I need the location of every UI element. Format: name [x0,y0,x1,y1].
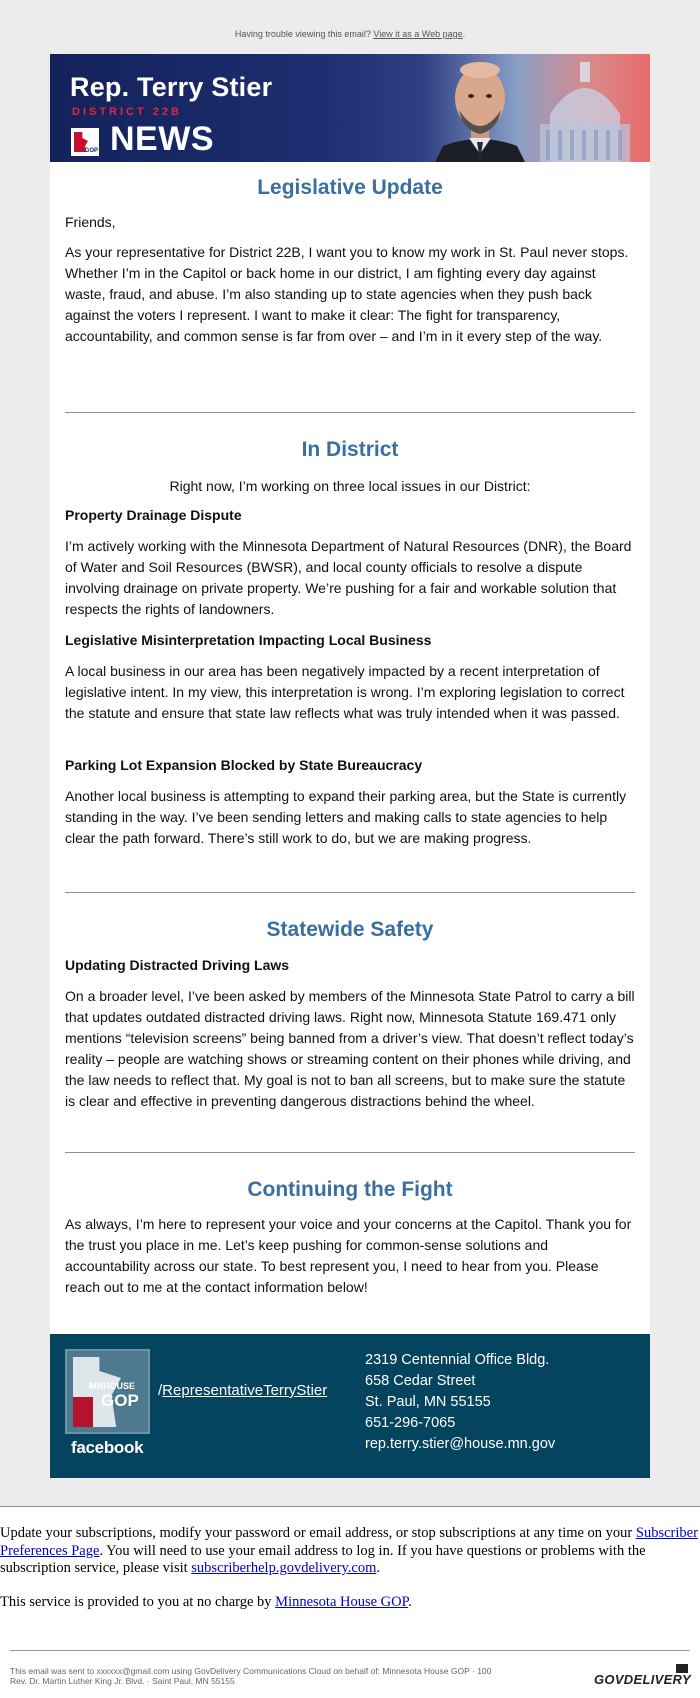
banner-news: NEWS [110,120,214,158]
facebook-wordmark-icon[interactable]: facebook [71,1438,144,1457]
preheader: Having trouble viewing this email? View it as a Web page. [234,29,466,39]
view-web-page-link[interactable]: View it as a Web page [373,29,463,39]
divider [65,892,635,893]
preheader-text: Having trouble viewing this email? [234,29,371,39]
legislative-body: As your representative for District 22B, I want you to know my work in St. Paul never stops. Whether I’m in the Capitol or back home in our district, I am fighting every day against waste, fraud, and abuse. I’m also standing up to state agencies when they push back against the voters I represent. I want to make it clear: The fight for transparency, accountability, and common sense is far from over – and I’m in it every step of the way. [65,244,629,344]
section-title-fight: Continuing the Fight [247,1178,453,1201]
header-banner [50,54,650,162]
phone-number: 651-296-7065 [365,1415,456,1431]
divider [10,1650,690,1651]
subscription-notice: Update your subscriptions, modify your password or email address, or stop subscriptions at any time on your Subscriber Preferences Page. You will need to use your email address to log in. If you have questions or problems with the subscription service, please visit subscriberhelp.govdelivery.com. [0,1525,698,1576]
district-item-heading: Property Drainage Dispute [65,507,242,523]
service-notice: This service is provided to you at no charge by Minnesota House GOP. [0,1594,412,1610]
banner-name: Rep. Terry Stier [70,72,273,102]
govdelivery-logo[interactable]: GOVDELIVERY [594,1672,691,1687]
statewide-body: On a broader level, I’ve been asked by members of the Minnesota State Patrol to carry a bill that updates outdated distracted driving laws. Right now, Minnesota Statute 169.471 only mentions “television screens” being banned from a driver’s view. That doesn’t reflect today’s reality – people are watching shows or streaming content on their phones while driving, and the law needs to reflect that. My goal is not to ban all screens, but to make sure the statute is clear and effective in preventing dangerous distractions behind the wheel. [65,988,635,1109]
section-title-legislative: Legislative Update [257,176,443,199]
address-line: 658 Cedar Street [365,1373,476,1389]
contact-address [365,1350,555,1455]
divider [65,412,635,413]
district-intro: Right now, I’m working on three local issues in our District: [169,478,531,494]
legal-footer: This email was sent to xxxxxx@gmail.com using GovDelivery Communications Cloud on behalf of: Minnesota House GOP · 100 Rev. Dr. Martin Luther King Jr. Blvd. · Saint Paul, MN 55155 [10,1666,492,1686]
mnhouse-gop-logo-icon[interactable]: MNHOUSE GOP [65,1349,150,1434]
divider [65,1152,635,1153]
facebook-link[interactable]: RepresentativeTerryStier [162,1382,328,1399]
facebook-handle: /RepresentativeTerryStier [158,1382,328,1399]
district-item-heading: Parking Lot Expansion Blocked by State Bureaucracy [65,757,423,773]
subscriber-preferences-link[interactable]: Subscriber Preferences Page [0,1525,698,1559]
subscriber-help-link[interactable]: subscriberhelp.govdelivery.com [191,1560,377,1576]
address-line: 2319 Centennial Office Bldg. [365,1352,550,1368]
district-item-body: A local business in our area has been negatively impacted by a recent interpretation of legislative intent. In my view, this interpretation is wrong. I’m exploring legislation to correct the statute and ensure that state law reflects what was truly intended when it was passed. [65,663,625,721]
contact-footer [50,1334,650,1478]
banner-district: DISTRICT 22B [72,106,182,118]
district-item-body: I’m actively working with the Minnesota Department of Natural Resources (DNR), the Board of Water and Soil Resources (BWSR), and local county officials to resolve a dispute involving drainage on private property. We’re pushing for a fair and workable solution that respects the rights of landowners. [65,538,632,617]
minnesota-house-gop-link[interactable]: Minnesota House GOP [275,1594,409,1610]
greeting: Friends, [65,214,116,230]
email-address: rep.terry.stier@house.mn.gov [365,1436,556,1452]
email-card [50,54,650,1478]
divider [0,1506,700,1507]
district-item-body: Another local business is attempting to expand their parking area, but the State is currently standing in the way. I’ve been sending letters and making calls to state agencies to help clear the path forward. There’s still work to do, but we are making progress. [65,788,627,846]
section-title-statewide: Statewide Safety [266,918,434,941]
district-item-heading: Legislative Misinterpretation Impacting Local Business [65,632,432,648]
section-title-district: In District [301,438,399,461]
statewide-heading: Updating Distracted Driving Laws [65,957,290,973]
address-line: St. Paul, MN 55155 [365,1394,491,1410]
capitol-dome-image [520,54,650,162]
fight-body: As always, I’m here to represent your voice and your concerns at the Capitol. Thank you for the trust you place in me. Let’s keep pushing for common-sense solutions and accountability across our state. To best represent you, I need to hear from you. Please reach out to me at the contact information below! [65,1216,632,1295]
gop-logo-icon: GOP [71,128,99,156]
representative-portrait [425,54,535,162]
